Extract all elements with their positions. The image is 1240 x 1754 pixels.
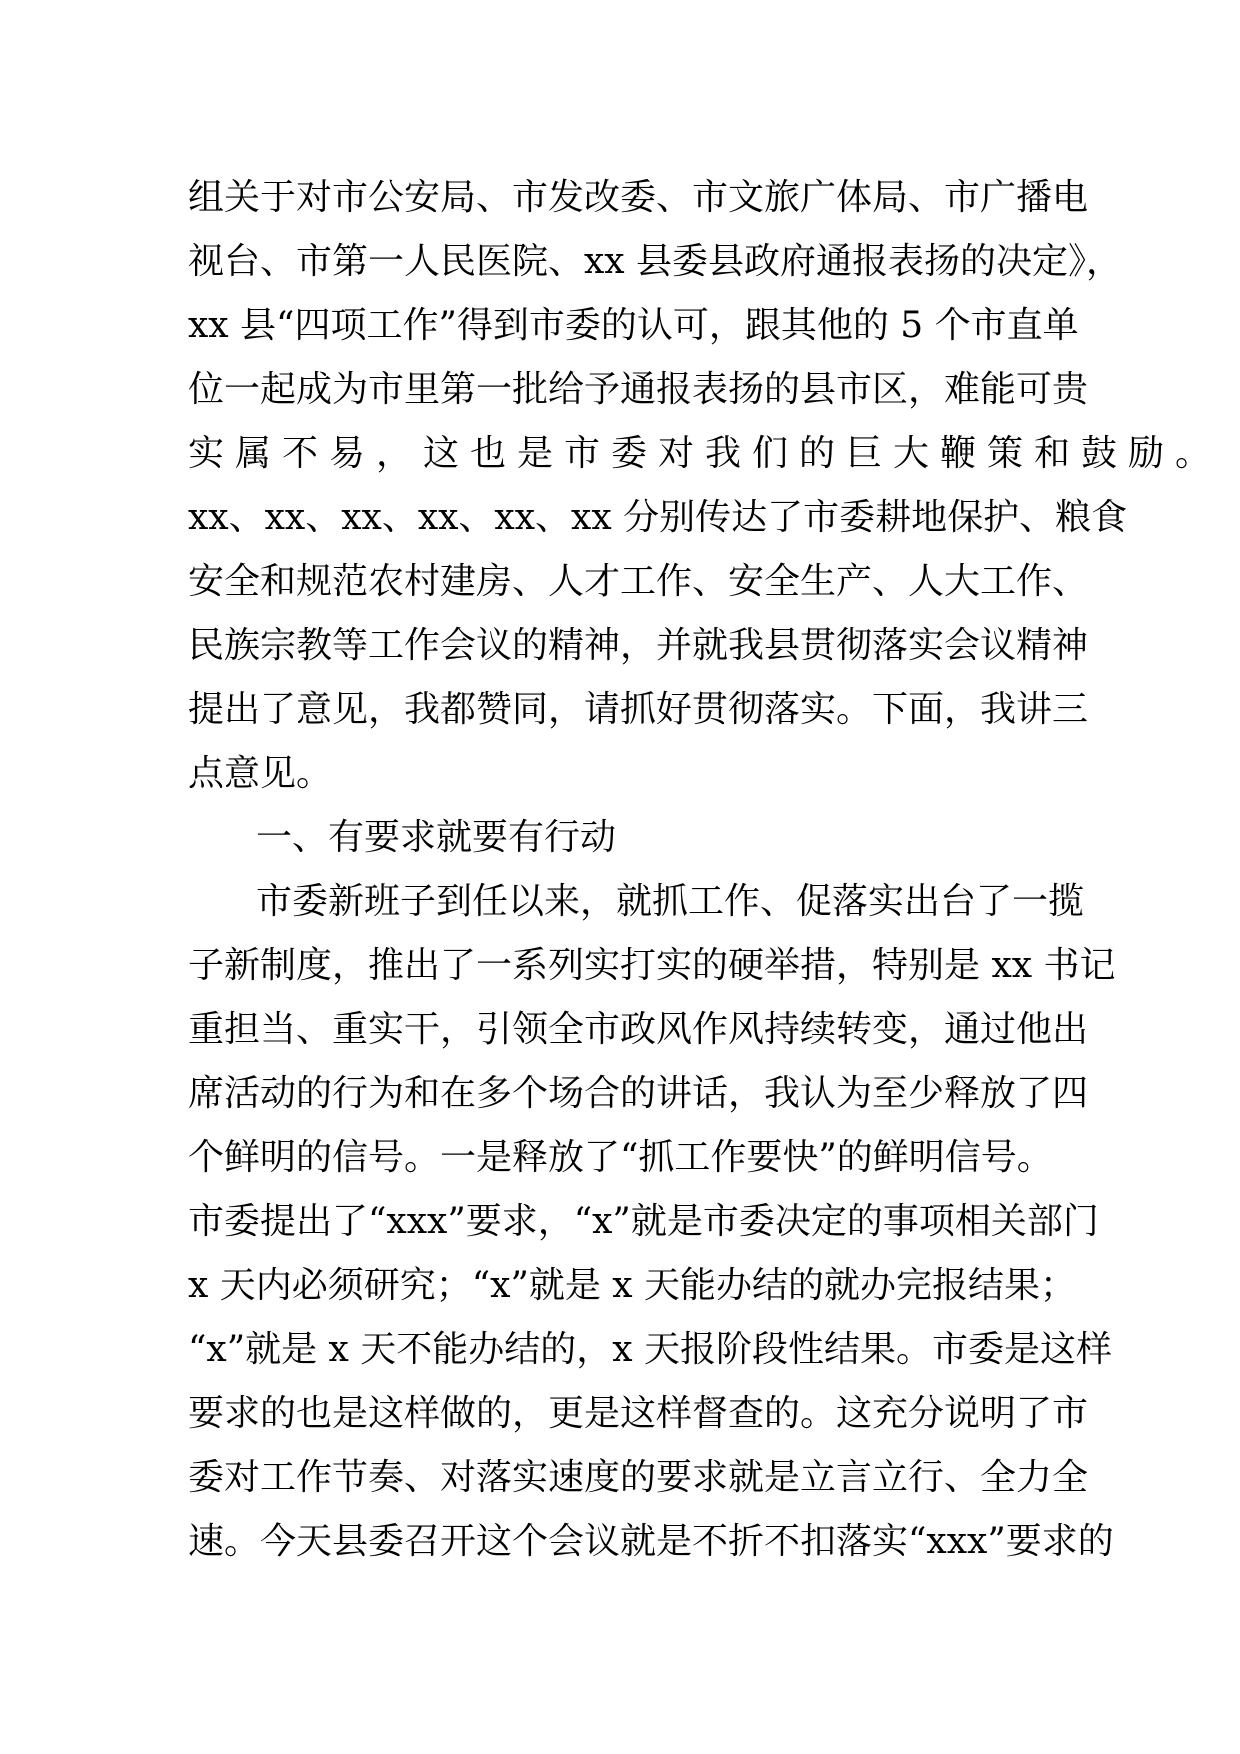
- text-line: 个鲜明的信号。一是释放了“抓工作要快”的鲜明信号。: [188, 1137, 1053, 1178]
- text-line: 要求的也是这样做的，更是这样督查的。这充分说明了市: [188, 1393, 1089, 1434]
- text-line: 席活动的行为和在多个场合的讲话，我认为至少释放了四: [188, 1073, 1089, 1114]
- section-heading: 一、有要求就要有行动: [256, 817, 617, 858]
- text-line: 位一起成为市里第一批给予通报表扬的县市区，难能可贵: [188, 369, 1089, 410]
- text-line: 速。今天县委召开这个会议就是不折不扣落实“xxx”要求的: [188, 1521, 1114, 1562]
- text-line: xx、xx、xx、xx、xx、xx 分别传达了市委耕地保护、粮食: [188, 497, 1128, 538]
- text-line: 重担当、重实干，引领全市政风作风持续转变，通过他出: [188, 1009, 1089, 1050]
- text-line: 子新制度，推出了一系列实打实的硬举措，特别是 xx 书记: [188, 945, 1116, 986]
- text-line: 实属不易，这也是市委对我们的巨大鞭策和鼓励。: [188, 433, 1223, 474]
- text-line: 委对工作节奏、对落实速度的要求就是立言立行、全力全: [188, 1457, 1089, 1498]
- text-line: 安全和规范农村建房、人才工作、安全生产、人大工作、: [188, 561, 1089, 602]
- text-line: 民族宗教等工作会议的精神，并就我县贯彻落实会议精神: [188, 625, 1089, 666]
- document-page: [188, 166, 1223, 1574]
- text-line: xx 县“四项工作”得到市委的认可，跟其他的 5 个市直单: [188, 305, 1079, 346]
- text-line: “x”就是 x 天不能办结的，x 天报阶段性结果。市委是这样: [188, 1329, 1113, 1370]
- text-line: x 天内必须研究；“x”就是 x 天能办结的就办完报结果；: [188, 1265, 1077, 1306]
- text-line: 市委新班子到任以来，就抓工作、促落实出台了一揽: [256, 881, 1085, 922]
- text-line: 组关于对市公安局、市发改委、市文旅广体局、市广播电: [188, 177, 1089, 218]
- text-line: 视台、市第一人民医院、xx 县委县政府通报表扬的决定》，: [188, 241, 1123, 282]
- text-line: 点意见。: [188, 753, 333, 794]
- text-line: 市委提出了“xxx”要求，“x”就是市委决定的事项相关部门: [188, 1201, 1099, 1242]
- text-line: 提出了意见，我都赞同，请抓好贯彻落实。下面，我讲三: [188, 689, 1089, 730]
